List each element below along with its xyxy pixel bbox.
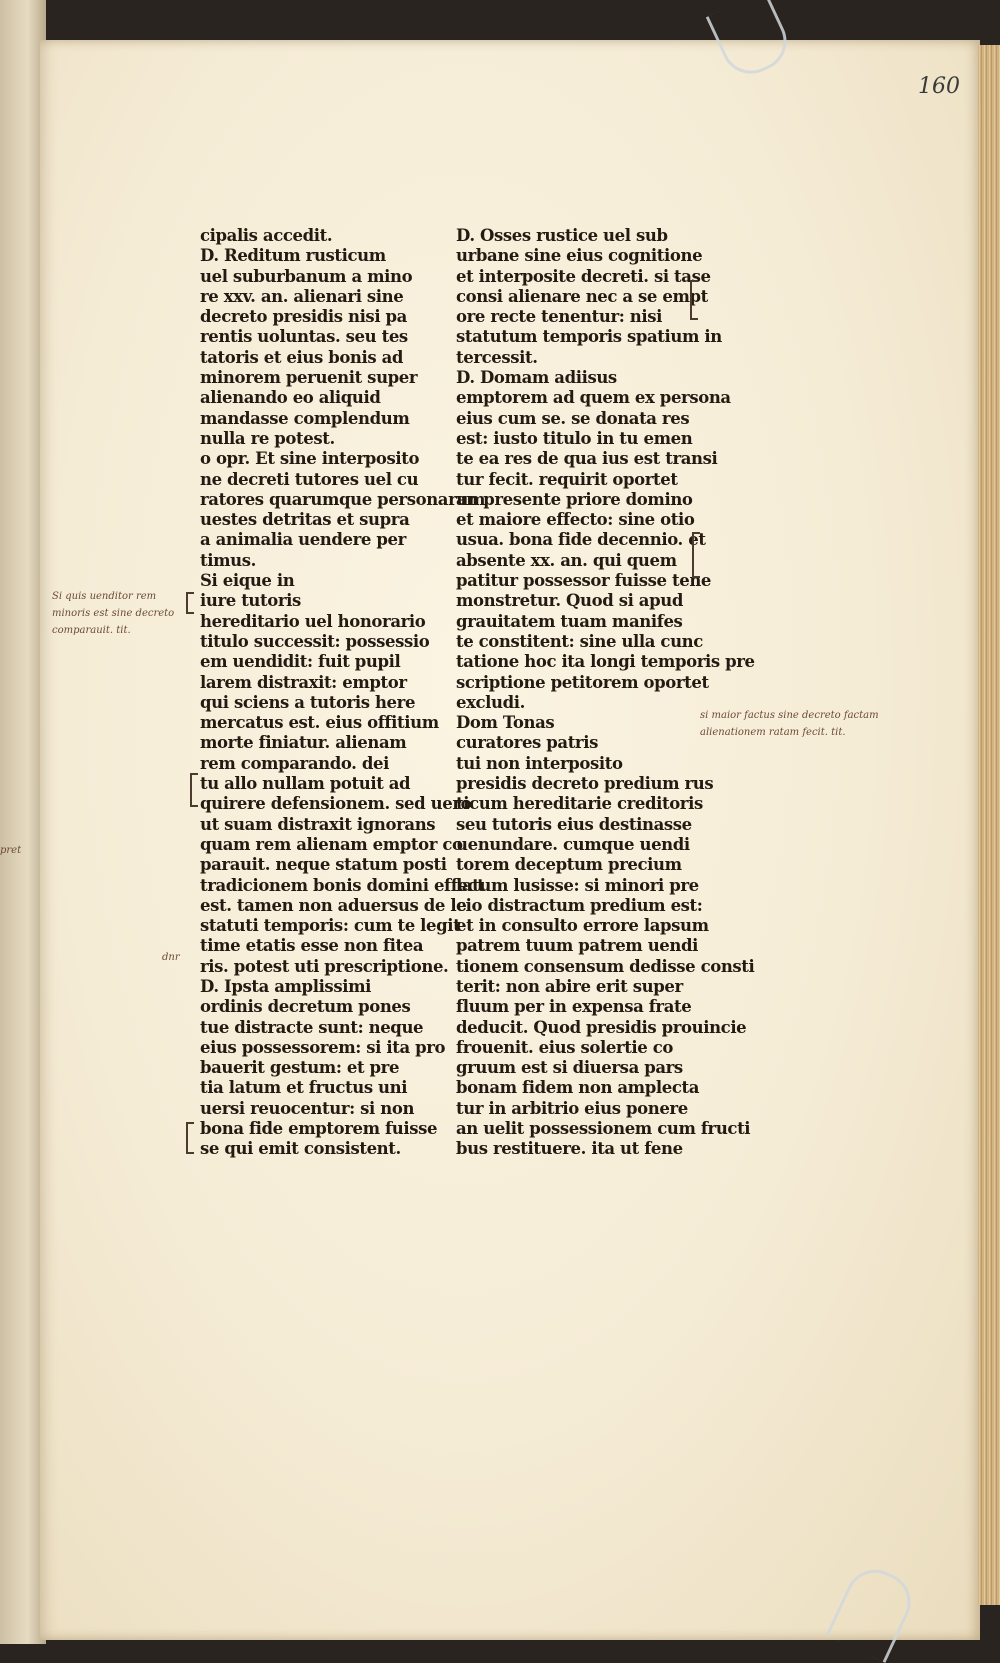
manuscript-line: tur in arbitrio eius ponere <box>456 1098 688 1118</box>
manuscript-line: tu allo nullam potuit ad <box>200 774 411 794</box>
marginal-gloss-left <box>52 588 174 639</box>
page-edges <box>978 45 1000 1605</box>
manuscript-line: fluum per in expensa frate <box>456 997 692 1017</box>
manuscript-line: statuti temporis: cum te legit <box>200 916 461 936</box>
paragraph-mark <box>186 592 194 614</box>
manuscript-line: mandasse complendum <box>200 408 410 428</box>
manuscript-line: Dom Tonas <box>456 713 555 733</box>
manuscript-line: emptorem ad quem ex persona <box>456 388 731 408</box>
manuscript-line: ut suam distraxit ignorans <box>200 814 436 834</box>
manuscript-line: larem distraxit: emptor <box>200 672 407 692</box>
manuscript-line: tercessit. <box>456 347 538 367</box>
manuscript-line: tui non interposito <box>456 753 623 773</box>
manuscript-line: et maiore effecto: sine otio <box>456 510 695 530</box>
manuscript-line: eius cum se. se donata res <box>456 408 690 428</box>
manuscript-line: Si eique in <box>200 571 295 591</box>
manuscript-line: alienando eo aliquid <box>200 388 381 408</box>
manuscript-line: qui sciens a tutoris here <box>200 692 416 712</box>
manuscript-line: usua. bona fide decennio. et <box>456 530 706 550</box>
manuscript-line: te ea res de qua ius est transi <box>456 449 718 469</box>
manuscript-line: mercatus est. eius offitium <box>200 713 439 733</box>
marginal-note-small: pret <box>0 845 22 856</box>
text-column-right <box>456 226 755 1160</box>
manuscript-line: o opr. Et sine interposito <box>200 449 420 469</box>
manuscript-line: rentis uoluntas. seu tes <box>200 327 408 347</box>
manuscript-line: quam rem alienam emptor co <box>200 834 463 854</box>
manuscript-line: se qui emit consistent. <box>200 1139 401 1159</box>
manuscript-line: patrem tuum patrem uendi <box>456 936 699 956</box>
manuscript-line: cipalis accedit. <box>200 226 333 245</box>
manuscript-line: uestes detritas et supra <box>200 510 410 530</box>
manuscript-line: deducit. Quod presidis prouincie <box>456 1017 747 1037</box>
manuscript-line: latum lusisse: si minori pre <box>456 875 699 895</box>
gloss-line: comparauit. tit. <box>52 625 131 636</box>
marginal-gloss-right <box>700 707 879 741</box>
manuscript-line: te constitent: sine ulla cunc <box>456 631 703 651</box>
manuscript-line: a animalia uendere per <box>200 530 406 550</box>
manuscript-line: bona fide emptorem fuisse <box>200 1119 438 1139</box>
manuscript-line: tatione hoc ita longi temporis pre <box>456 652 755 672</box>
manuscript-line: et interposite decreti. si tase <box>456 266 711 286</box>
manuscript-line: statutum temporis spatium in <box>456 327 722 347</box>
manuscript-line: terit: non abire erit super <box>456 976 683 996</box>
manuscript-line: patitur possessor fuisse tene <box>456 571 712 591</box>
manuscript-line: timus. <box>200 550 256 570</box>
manuscript-line: scriptione petitorem oportet <box>456 672 709 692</box>
manuscript-line: uel suburbanum a mino <box>200 266 413 286</box>
paragraph-mark <box>692 532 700 578</box>
gloss-line: si maior factus sine decreto factam <box>700 710 879 721</box>
gloss-line: alienationem ratam fecit. tit. <box>700 727 846 738</box>
manuscript-line: ordinis decretum pones <box>200 997 411 1017</box>
manuscript-line: time etatis esse non fitea <box>200 936 424 956</box>
paragraph-mark <box>690 280 698 320</box>
manuscript-line: est. tamen non aduersus de le <box>200 895 467 915</box>
manuscript-line: decreto presidis nisi pa <box>200 307 407 327</box>
manuscript-line: tionem consensum dedisse consti <box>456 956 755 976</box>
manuscript-line: ne decreti tutores uel cu <box>200 469 419 489</box>
manuscript-line: morte finiatur. alienam <box>200 733 407 753</box>
gloss-line: minoris est sine decreto <box>52 608 175 619</box>
manuscript-line: urbane sine eius cognitione <box>456 246 703 266</box>
manuscript-line: presidis decreto predium rus <box>456 774 714 794</box>
manuscript-line: est: iusto titulo in tu emen <box>456 428 693 448</box>
manuscript-line: rem comparando. dei <box>200 753 389 773</box>
manuscript-line: parauit. neque statum posti <box>200 855 447 875</box>
manuscript-line: uenundare. cumque uendi <box>456 834 690 854</box>
manuscript-line: bus restituere. ita ut fene <box>456 1139 683 1159</box>
manuscript-line: eius possessorem: si ita pro <box>200 1037 446 1057</box>
paragraph-mark <box>190 773 198 807</box>
manuscript-line: ris. potest uti prescriptione. <box>200 956 449 976</box>
manuscript-line: curatores patris <box>456 733 598 753</box>
manuscript-line: D. Osses rustice uel sub <box>456 226 668 245</box>
manuscript-line: quirere defensionem. sed uero <box>200 794 472 814</box>
manuscript-line: grauitatem tuam manifes <box>456 611 683 631</box>
manuscript-line: frouenit. eius solertie co <box>456 1037 673 1057</box>
manuscript-line: consi alienare nec a se empt <box>456 286 708 306</box>
gloss-line: Si quis uenditor rem <box>52 591 157 602</box>
manuscript-line: seu tutoris eius destinasse <box>456 814 692 834</box>
manuscript-line: gruum est si diuersa pars <box>456 1058 683 1078</box>
manuscript-line: uersi reuocentur: si non <box>200 1098 415 1118</box>
paragraph-mark <box>186 1122 194 1154</box>
manuscript-line: ore recte tenentur: nisi <box>456 307 663 327</box>
manuscript-line: hereditario uel honorario <box>200 611 426 631</box>
manuscript-line: tue distracte sunt: neque <box>200 1017 424 1037</box>
folio-number: 160 <box>918 74 960 99</box>
manuscript-line: minorem peruenit super <box>200 368 418 388</box>
manuscript-line: bonam fidem non amplecta <box>456 1078 699 1098</box>
text-column-left <box>200 226 486 1160</box>
manuscript-line: em uendidit: fuit pupil <box>200 652 401 672</box>
manuscript-line: tia latum et fructus uni <box>200 1078 408 1098</box>
manuscript-line: re xxv. an. alienari sine <box>200 286 404 306</box>
manuscript-line: D. Ipsta amplissimi <box>200 976 372 996</box>
manuscript-line: ratores quarumque personarum <box>200 489 486 509</box>
manuscript-line: an uelit possessionem cum fructi <box>456 1119 751 1139</box>
manuscript-line: an presente priore domino <box>456 489 693 509</box>
manuscript-line: titulo successit: possessio <box>200 631 430 651</box>
manuscript-line: et in consulto errore lapsum <box>456 916 709 936</box>
manuscript-line: D. Reditum rusticum <box>200 246 386 266</box>
marginal-note-dn: dnr <box>162 952 180 963</box>
manuscript-line: iure tutoris <box>200 591 301 611</box>
manuscript-line: tatoris et eius bonis ad <box>200 347 404 367</box>
manuscript-line: D. Domam adiisus <box>456 368 617 388</box>
manuscript-line: torem deceptum precium <box>456 855 682 875</box>
manuscript-line: ticum hereditarie creditoris <box>456 794 703 814</box>
manuscript-line: monstretur. Quod si apud <box>456 591 683 611</box>
manuscript-line: tur fecit. requirit oportet <box>456 469 678 489</box>
manuscript-line: excludi. <box>456 692 525 712</box>
manuscript-line: nulla re potest. <box>200 428 335 448</box>
manuscript-line: absente xx. an. qui quem <box>456 550 677 570</box>
manuscript-line: tradicionem bonis domini effect <box>200 875 485 895</box>
manuscript-line: bauerit gestum: et pre <box>200 1058 400 1078</box>
manuscript-line: cio distractum predium est: <box>456 895 703 915</box>
